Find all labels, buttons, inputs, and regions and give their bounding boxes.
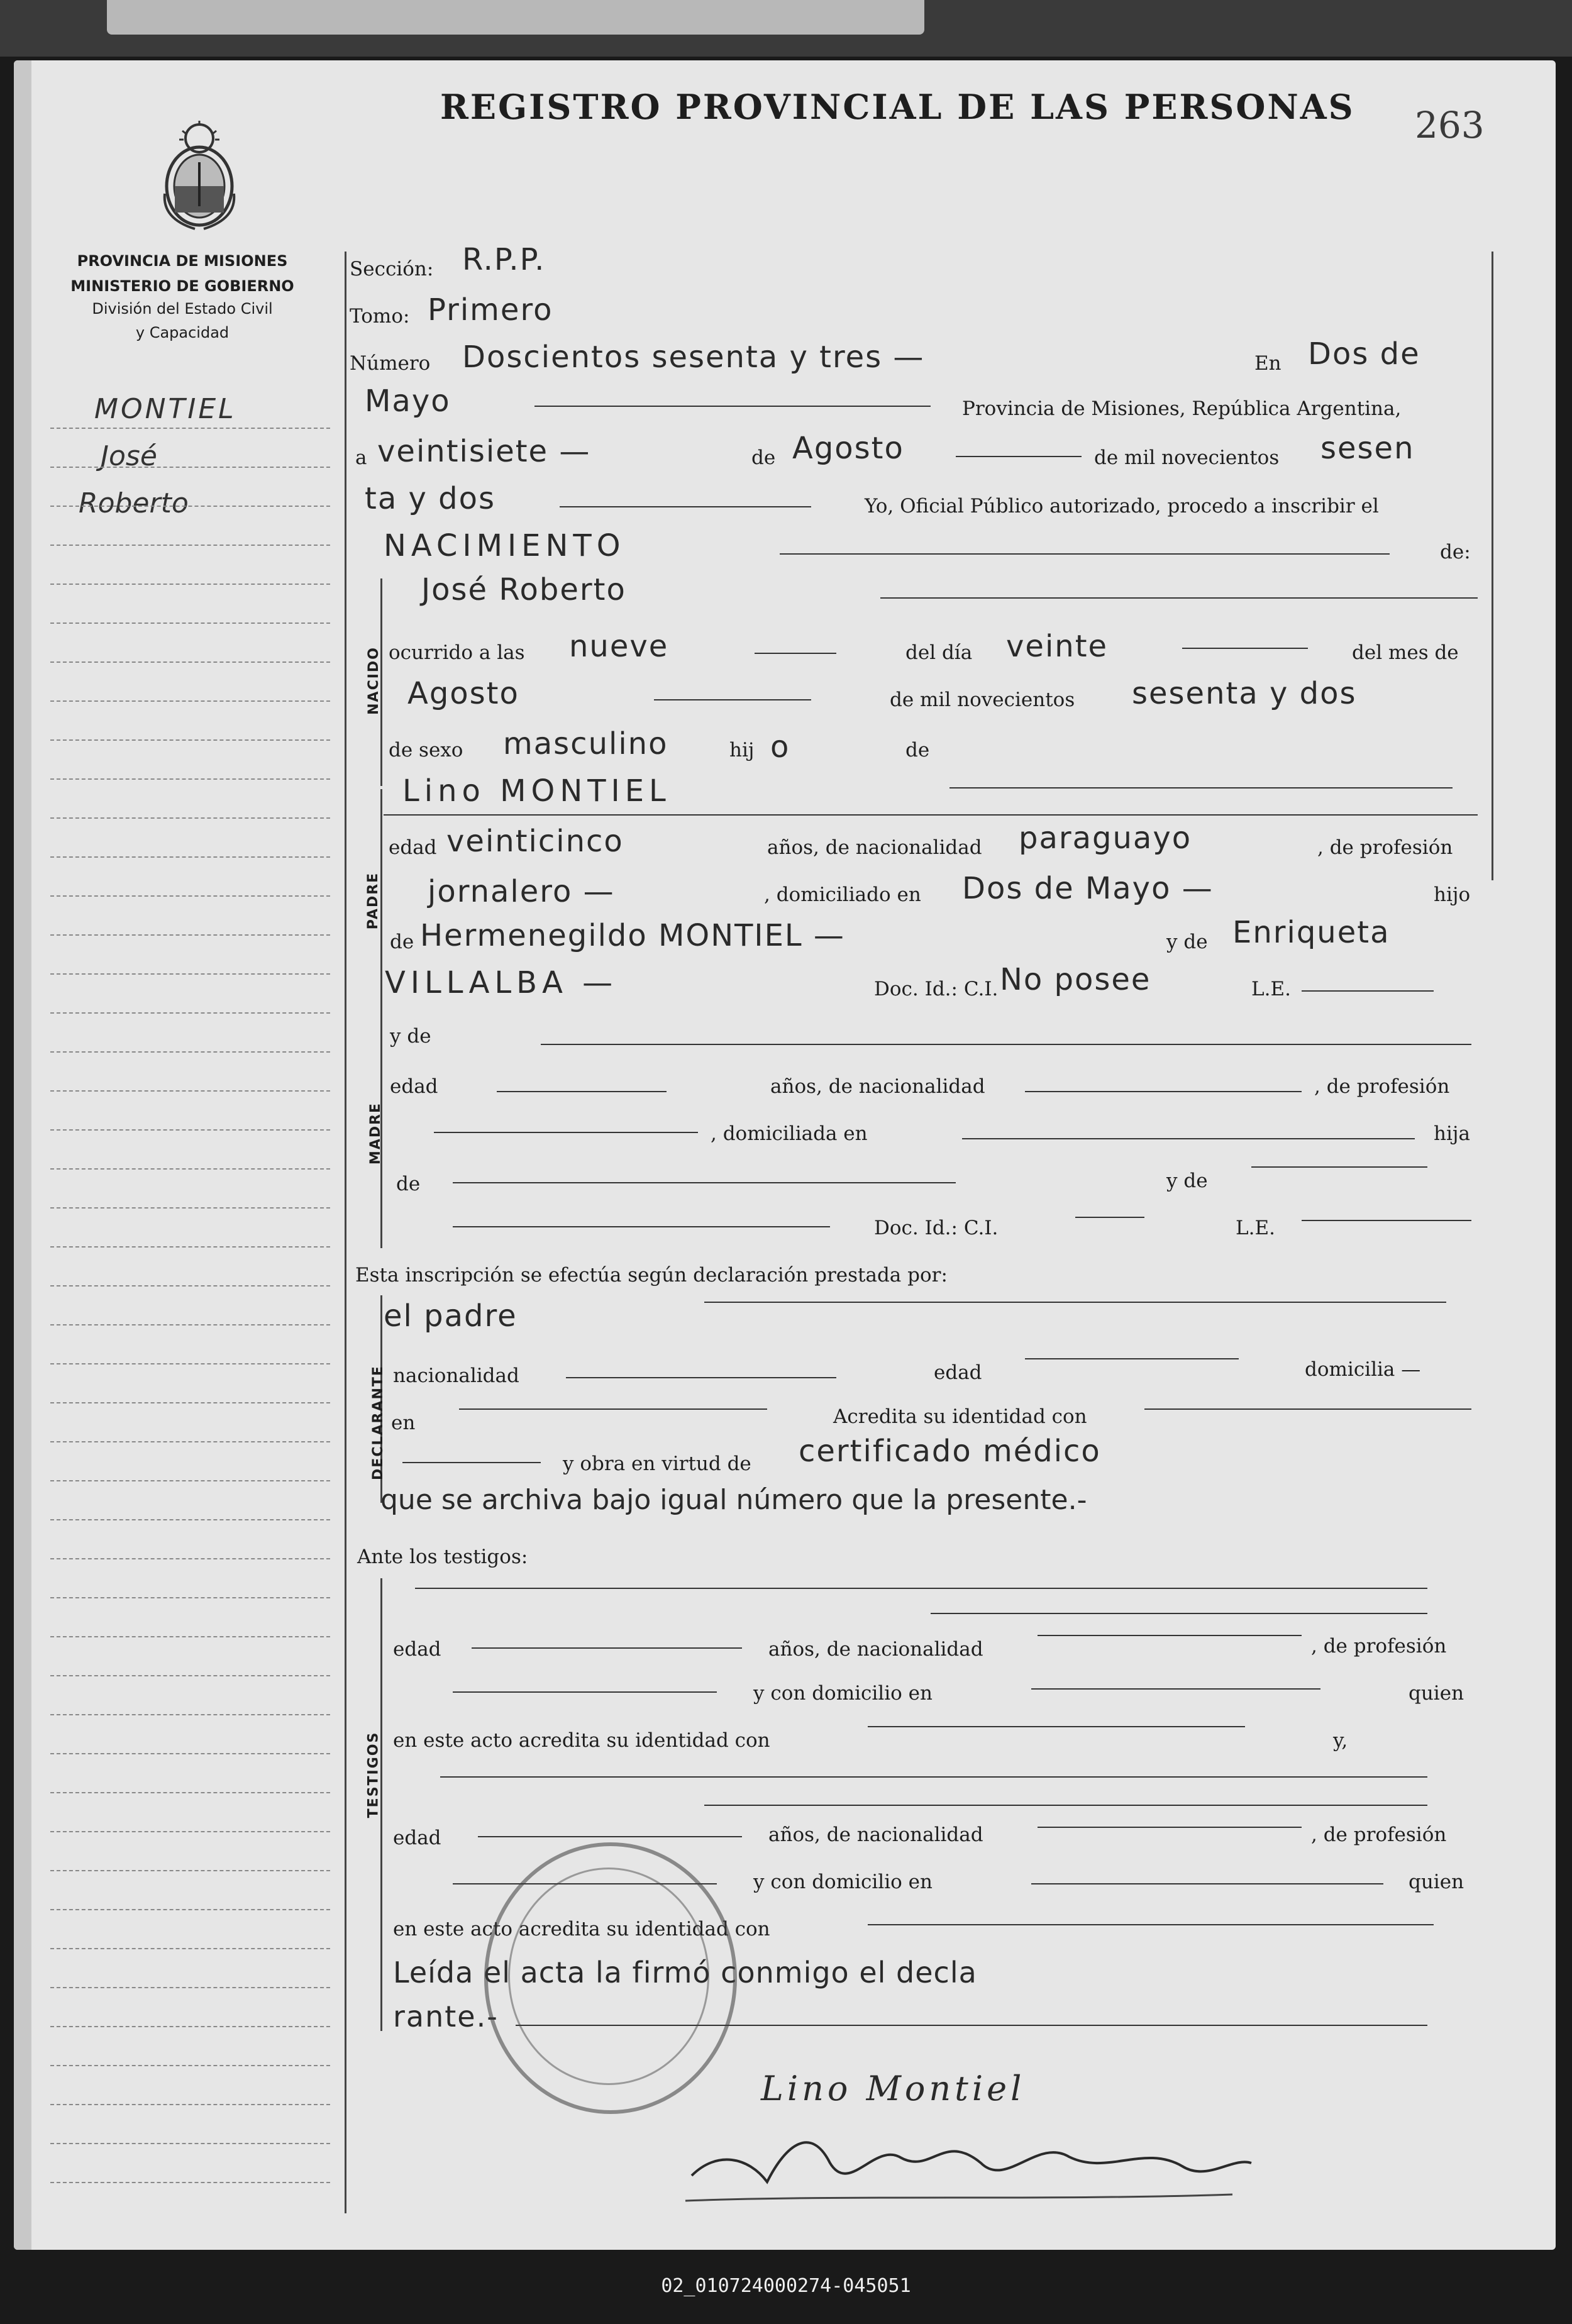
margin-ruled-line <box>50 545 330 546</box>
madre-nac-underline <box>1025 1091 1302 1092</box>
mes-acta-underline <box>956 456 1082 457</box>
margin-ruled-line <box>50 1441 330 1442</box>
testigo1-edad-label: edad <box>393 1638 441 1661</box>
testigo1-edad-underline <box>472 1647 742 1649</box>
testigo2-acredita-label: en este acto acredita su identidad con <box>393 1918 770 1940</box>
testigo1-acredita-label: en este acto acredita su identidad con <box>393 1729 770 1752</box>
madre-prof-label: , de profesión <box>1314 1075 1450 1098</box>
margin-ruled-line <box>50 661 330 663</box>
mes-underline <box>654 699 811 700</box>
issuer-capacity: y Capacidad <box>135 324 230 341</box>
margin-ruled-line <box>50 622 330 624</box>
testigo1-prof-label: , de profesión <box>1311 1635 1447 1657</box>
margin-ruled-line <box>50 1753 330 1754</box>
image-reference-code: 02_010724000274-045051 <box>661 2275 911 2297</box>
margin-ruled-line <box>50 467 330 468</box>
register-page <box>14 60 1556 2250</box>
margin-ruled-line <box>50 1948 330 1949</box>
declarante-obra-label: y obra en virtud de <box>563 1452 751 1475</box>
en-label: En <box>1254 352 1281 375</box>
madre-nombre-underline <box>541 1044 1471 1045</box>
margin-ruled-line <box>50 1402 330 1403</box>
testigo2-quien-label: quien <box>1409 1871 1464 1893</box>
margin-ruled-line <box>50 778 330 780</box>
declarante-nombre-underline <box>704 1302 1446 1303</box>
testigo2-prof-label: , de profesión <box>1311 1823 1447 1846</box>
margin-ruled-line <box>50 1207 330 1209</box>
margin-ruled-line <box>50 1168 330 1170</box>
margin-ruled-line <box>50 739 330 741</box>
margin-ruled-line <box>50 1831 330 1832</box>
anio-acta-label: de mil novecientos <box>1094 446 1280 469</box>
madre-edad-underline <box>497 1091 667 1092</box>
margin-ruled-line <box>50 1285 330 1286</box>
testigo2-nac-underline <box>1038 1827 1302 1828</box>
testigo1-nac-underline <box>1038 1635 1302 1636</box>
margin-ruled-line <box>50 1324 330 1325</box>
testigos-section-label: TESTIGOS <box>365 1731 382 1818</box>
declarante-acredita-underline <box>1144 1408 1471 1410</box>
hijo-suffix: o <box>770 729 790 765</box>
numero-label: Número <box>350 352 431 375</box>
testigo2-edad-underline <box>478 1836 742 1837</box>
anio-acta-underline <box>560 506 811 507</box>
testigo1-y-label: y, <box>1333 1729 1348 1752</box>
margin-ruled-line <box>50 856 330 858</box>
margin-ruled-line <box>50 1012 330 1014</box>
dia-label: del día <box>905 641 973 664</box>
de-label: de <box>751 446 776 469</box>
padre-section-label: PADRE <box>365 872 382 930</box>
padre-dom-label: , domiciliado en <box>764 883 921 906</box>
padre-domicilio: Dos de Mayo — <box>962 871 1214 906</box>
lugar-underline <box>534 406 931 407</box>
margin-ruled-line <box>50 584 330 585</box>
madre-y-de2-underline <box>1251 1166 1427 1168</box>
madre-section-label: MADRE <box>368 1102 384 1165</box>
lugar-value-2: Mayo <box>365 384 451 419</box>
madre-doc-label: Doc. Id.: C.I. <box>874 1217 999 1239</box>
tomo-value: Primero <box>428 292 553 328</box>
declarante-doc-underline <box>402 1462 541 1463</box>
margin-ruled-line <box>50 1129 330 1131</box>
issuer-province: PROVINCIA DE MISIONES <box>77 252 288 270</box>
declarante-archivo: que se archiva bajo igual número que la presente.- <box>380 1484 1087 1516</box>
declarante-nac-label: nacionalidad <box>393 1364 519 1387</box>
ocurrido-label: ocurrido a las <box>389 641 525 664</box>
margin-name-1: José <box>101 440 157 472</box>
padre-prof-label: , de profesión <box>1317 836 1453 859</box>
margin-ruled-line <box>50 2026 330 2027</box>
testigo1-prof-underline <box>453 1691 717 1693</box>
firma-declarante: Lino Montiel <box>761 2069 1026 2108</box>
padre-doc-label: Doc. Id.: C.I. <box>874 978 999 1000</box>
declarante-en-label: en <box>391 1412 416 1434</box>
issuer-division-block <box>44 297 321 345</box>
mes-acta-value: Agosto <box>792 431 904 466</box>
official-signature <box>667 2106 1258 2207</box>
padre-nombre: Lino MONTIEL <box>402 773 671 809</box>
page-binding <box>14 60 31 2250</box>
margin-ruled-line <box>50 1558 330 1559</box>
margin-ruled-line <box>50 1636 330 1637</box>
padre-hijo-label: hijo <box>1434 883 1471 906</box>
sexo-value: masculino <box>503 726 668 761</box>
testigo2-nombre-underline <box>440 1776 1427 1778</box>
madre-dom-label: , domiciliada en <box>711 1122 868 1145</box>
margin-ruled-line <box>50 1909 330 1910</box>
padre-nac-label: años, de nacionalidad <box>767 836 982 859</box>
a-label: a <box>355 446 367 469</box>
testigo1-nombre-underline <box>415 1588 1427 1589</box>
madre-prof-underline <box>434 1132 698 1133</box>
madre-de-label: de <box>396 1173 421 1195</box>
form-right-rule <box>1492 252 1493 880</box>
declarante-intro: Esta inscripción se efectúa según declaración prestada por: <box>355 1264 948 1286</box>
issuer-ministry: MINISTERIO DE GOBIERNO <box>70 277 294 295</box>
padre-le-label: L.E. <box>1251 978 1291 1000</box>
tomo-label: Tomo: <box>350 305 410 328</box>
cierre-texto-1: Leída el acta la firmó conmigo el decla <box>393 1956 977 1989</box>
margin-ruled-line <box>50 1246 330 1248</box>
testigo1-nac-label: años, de nacionalidad <box>768 1638 983 1661</box>
lugar-value-1: Dos de <box>1308 336 1420 372</box>
form-left-rule <box>345 252 346 2213</box>
margin-ruled-line <box>50 895 330 897</box>
issuer-division: División del Estado Civil <box>92 300 273 318</box>
margin-ruled-line <box>50 1675 330 1676</box>
madre-dom-underline <box>962 1138 1415 1139</box>
margin-surname: MONTIEL <box>94 393 236 425</box>
seccion-value: R.P.P. <box>462 242 546 277</box>
sexo-label: de sexo <box>389 739 463 761</box>
margin-ruled-line <box>50 1090 330 1092</box>
dia-underline <box>1182 648 1308 649</box>
margin-ruled-line <box>50 1480 330 1481</box>
anio-value: sesenta y dos <box>1132 676 1357 711</box>
testigo2-dom-label: y con domicilio en <box>753 1871 933 1893</box>
testigos-intro: Ante los testigos: <box>357 1546 528 1568</box>
official-seal-inner-ring <box>508 1868 709 2085</box>
padre-nombre-underline <box>949 787 1453 788</box>
padre-divider <box>384 814 1478 816</box>
margin-ruled-line <box>50 1363 330 1364</box>
oficial-label: Yo, Oficial Público autorizado, procedo a inscribir el <box>865 495 1379 517</box>
padre-y-de-label: y de <box>1166 931 1208 953</box>
declarante-nombre: el padre <box>384 1298 518 1334</box>
margin-ruled-line <box>50 2182 330 2183</box>
madre-ci-underline <box>1075 1217 1144 1218</box>
margin-ruled-line <box>50 2104 330 2105</box>
madre-y-de-label: y de <box>390 1025 431 1048</box>
mes-value: Agosto <box>407 676 519 711</box>
madre-de-underline <box>453 1182 956 1183</box>
anio-acta-value-2: ta y dos <box>365 481 495 516</box>
nacido-section-label: NACIDO <box>365 646 382 715</box>
madre-doc-underline <box>453 1226 830 1227</box>
declarante-edad-underline <box>1025 1358 1239 1359</box>
padre-edad-label: edad <box>389 836 437 859</box>
madre-nac-label: años, de nacionalidad <box>770 1075 985 1098</box>
margin-ruled-line <box>50 1714 330 1715</box>
anio-acta-value-1: sesen <box>1320 431 1415 466</box>
tipo-value: NACIMIENTO <box>384 528 626 563</box>
testigo1-acredita-underline <box>868 1726 1245 1727</box>
declarante-obra-value: certificado médico <box>799 1434 1101 1469</box>
padre-edad-value: veinticinco <box>446 824 624 859</box>
margin-ruled-line <box>50 1792 330 1793</box>
testigo1-dom-label: y con domicilio en <box>753 1682 933 1705</box>
tipo-underline <box>780 553 1390 555</box>
page-number: 263 <box>1415 104 1485 147</box>
dia-acta-value: veintisiete — <box>377 434 591 469</box>
nacido-nombre-underline <box>880 597 1478 599</box>
margin-ruled-line <box>50 2143 330 2144</box>
testigo2-edad-label: edad <box>393 1827 441 1849</box>
hora-underline <box>755 653 836 654</box>
nacido-nombre: José Roberto <box>421 572 626 607</box>
testigo1-dom-underline <box>1031 1688 1320 1690</box>
abuela-value-1: Enriqueta <box>1232 915 1390 950</box>
margin-ruled-line <box>50 1597 330 1598</box>
declarante-acredita-label: Acredita su identidad con <box>833 1405 1087 1428</box>
nacido-de-label: de <box>905 739 930 761</box>
madre-edad-label: edad <box>390 1075 438 1098</box>
declarante-section-label: DECLARANTE <box>370 1365 386 1480</box>
provincia-label: Provincia de Misiones, República Argentina, <box>962 397 1402 420</box>
testigo1-quien-label: quien <box>1409 1682 1464 1705</box>
hora-value: nueve <box>569 629 669 664</box>
previous-page-edge <box>107 0 924 35</box>
margin-ruled-line <box>50 1870 330 1871</box>
declarante-edad-label: edad <box>934 1361 982 1384</box>
margin-ruled-line <box>50 973 330 975</box>
testigo2-acredita-underline <box>868 1924 1434 1925</box>
seccion-label: Sección: <box>350 258 434 280</box>
margin-ruled-line <box>50 1987 330 1988</box>
testigo2-nombre-underline-2 <box>704 1805 1427 1806</box>
margin-ruled-line <box>50 506 330 507</box>
margin-ruled-line <box>50 934 330 936</box>
padre-le-underline <box>1302 990 1434 992</box>
margin-ruled-line <box>50 700 330 702</box>
anio-label: de mil novecientos <box>890 689 1075 711</box>
abuela-value-2: VILLALBA — <box>385 965 618 1000</box>
hijo-label: hij <box>729 739 755 761</box>
madre-hija-label: hija <box>1434 1122 1470 1145</box>
madre-le-label: L.E. <box>1236 1217 1275 1239</box>
page-title: REGISTRO PROVINCIAL DE LAS PERSONAS <box>440 87 1355 127</box>
madre-y-de2-label: y de <box>1166 1170 1208 1192</box>
declarante-dom-label: domicilia — <box>1305 1358 1421 1381</box>
padre-nacionalidad: paraguayo <box>1019 821 1192 856</box>
testigo2-dom-underline <box>1031 1883 1383 1884</box>
testigo2-nac-label: años, de nacionalidad <box>768 1823 983 1846</box>
padre-profesion: jornalero — <box>428 874 615 909</box>
declarante-nac-underline <box>566 1377 836 1378</box>
issuer-block <box>44 248 321 299</box>
de-colon-label: de: <box>1440 541 1471 563</box>
madre-le-underline <box>1302 1220 1471 1221</box>
dia-value: veinte <box>1006 629 1109 664</box>
margin-ruled-line <box>50 428 330 429</box>
testigo1-nombre-underline-2 <box>931 1613 1427 1614</box>
padre-de-label: de <box>390 931 414 953</box>
numero-value: Doscientos sesenta y tres — <box>462 340 925 375</box>
padre-doc-value: No posee <box>1000 962 1151 997</box>
margin-ruled-line <box>50 2065 330 2066</box>
margin-ruled-line <box>50 817 330 819</box>
abuelo-value: Hermenegildo MONTIEL — <box>420 918 845 953</box>
margin-name-2: Roberto <box>79 487 189 519</box>
mes-label: del mes de <box>1352 641 1459 664</box>
cierre-texto-2: rante.- <box>393 2000 499 2034</box>
declarante-en-underline <box>459 1408 767 1410</box>
national-emblem-icon <box>157 118 242 231</box>
margin-ruled-line <box>50 1519 330 1520</box>
margin-ruled-line <box>50 1051 330 1053</box>
